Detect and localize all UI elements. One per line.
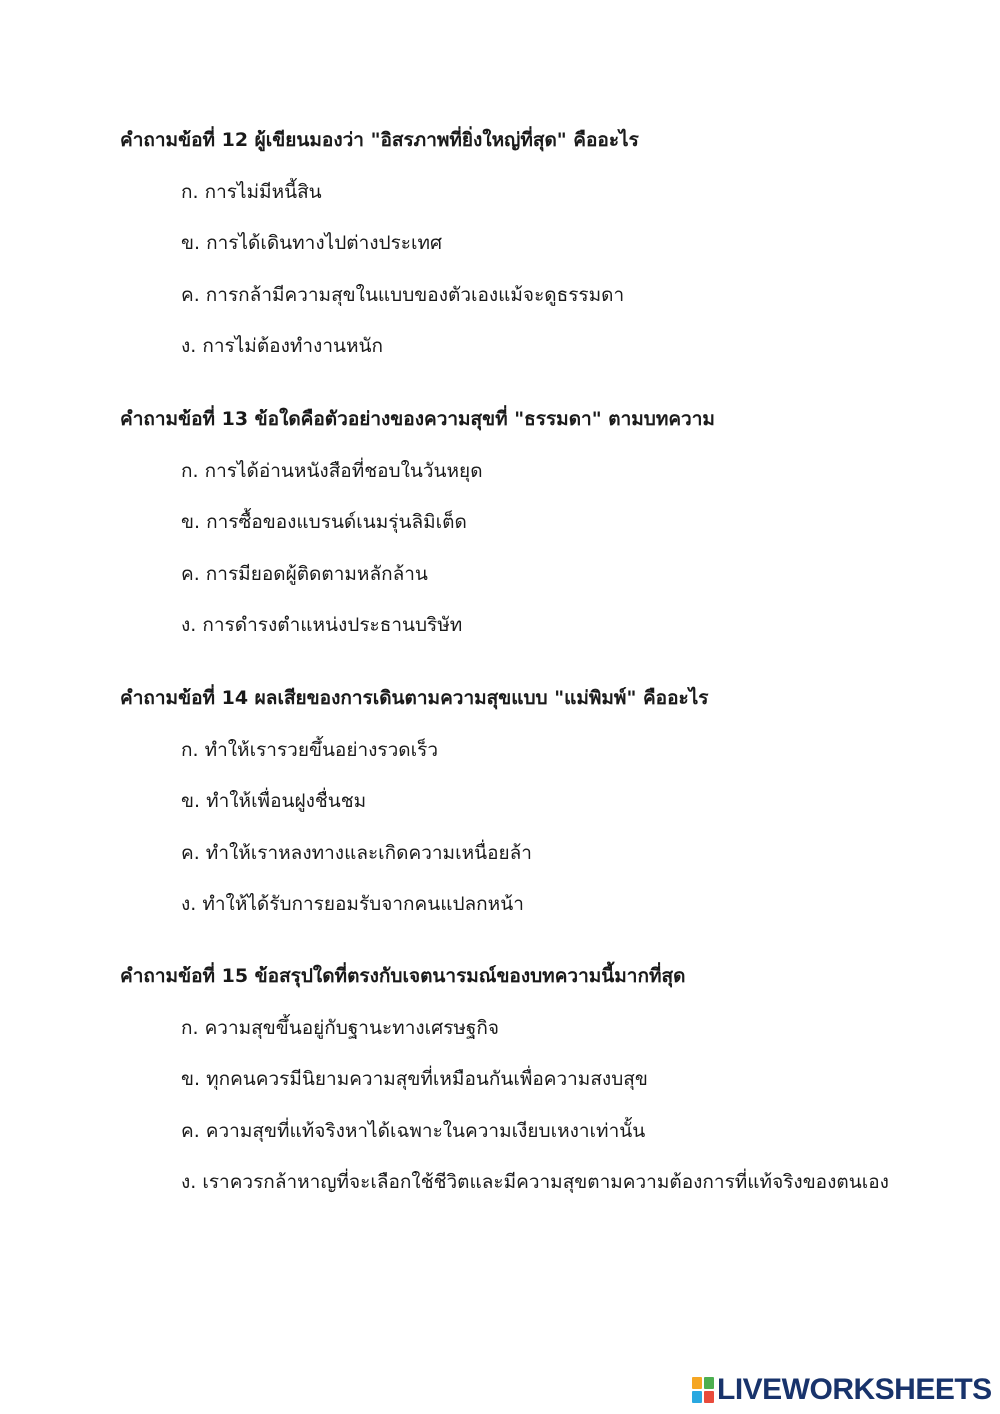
brand-wordmark: LIVEWORKSHEETS xyxy=(717,1373,992,1406)
question-title: คำถามข้อที่ 12 ผู้เขียนมองว่า "อิสรภาพที่ยิ่งใหญ่ที่สุด" คืออะไร xyxy=(120,129,639,151)
logo-tile-red xyxy=(704,1391,714,1403)
answer-option[interactable]: ง. การไม่ต้องทำงานหนัก xyxy=(181,335,383,357)
answer-option[interactable]: ข. ทุกคนควรมีนิยามความสุขที่เหมือนกันเพื่อความสงบสุข xyxy=(181,1068,648,1090)
answer-option[interactable]: ค. ทำให้เราหลงทางและเกิดความเหนื่อยล้า xyxy=(181,842,532,864)
answer-option[interactable]: ก. ทำให้เรารวยขึ้นอย่างรวดเร็ว xyxy=(181,739,439,761)
answer-option[interactable]: ง. เราควรกล้าหาญที่จะเลือกใช้ชีวิตและมีความสุขตามความต้องการที่แท้จริงของตนเอง xyxy=(181,1171,889,1193)
answer-option[interactable]: ค. การมียอดผู้ติดตามหลักล้าน xyxy=(181,563,428,585)
answer-option[interactable]: ค. ความสุขที่แท้จริงหาได้เฉพาะในความเงียบเหงาเท่านั้น xyxy=(181,1120,646,1142)
question-title: คำถามข้อที่ 14 ผลเสียของการเดินตามความสุขแบบ "แม่พิมพ์" คืออะไร xyxy=(120,687,709,709)
answer-option[interactable]: ง. การดำรงตำแหน่งประธานบริษัท xyxy=(181,614,463,636)
answer-option[interactable]: ง. ทำให้ได้รับการยอมรับจากคนแปลกหน้า xyxy=(181,893,524,915)
liveworksheets-brand[interactable] xyxy=(692,1374,992,1406)
answer-option[interactable]: ข. การได้เดินทางไปต่างประเทศ xyxy=(181,232,443,254)
answer-option[interactable]: ค. การกล้ามีความสุขในแบบของตัวเองแม้จะดูธรรมดา xyxy=(181,284,625,306)
logo-tile-orange xyxy=(692,1377,702,1389)
question-title: คำถามข้อที่ 15 ข้อสรุปใดที่ตรงกับเจตนารมณ์ของบทความนี้มากที่สุด xyxy=(120,965,686,987)
answer-option[interactable]: ก. การไม่มีหนี้สิน xyxy=(181,181,322,203)
liveworksheets-logo-icon xyxy=(692,1377,714,1403)
logo-tile-blue xyxy=(692,1391,702,1403)
logo-tile-green xyxy=(704,1377,714,1389)
answer-option[interactable]: ก. การได้อ่านหนังสือที่ชอบในวันหยุด xyxy=(181,460,483,482)
answer-option[interactable]: ข. ทำให้เพื่อนฝูงชื่นชม xyxy=(181,790,367,812)
answer-option[interactable]: ก. ความสุขขึ้นอยู่กับฐานะทางเศรษฐกิจ xyxy=(181,1017,500,1039)
answer-option[interactable]: ข. การซื้อของแบรนด์เนมรุ่นลิมิเต็ด xyxy=(181,511,467,533)
question-title: คำถามข้อที่ 13 ข้อใดคือตัวอย่างของความสุขที่ "ธรรมดา" ตามบทความ xyxy=(120,408,715,430)
